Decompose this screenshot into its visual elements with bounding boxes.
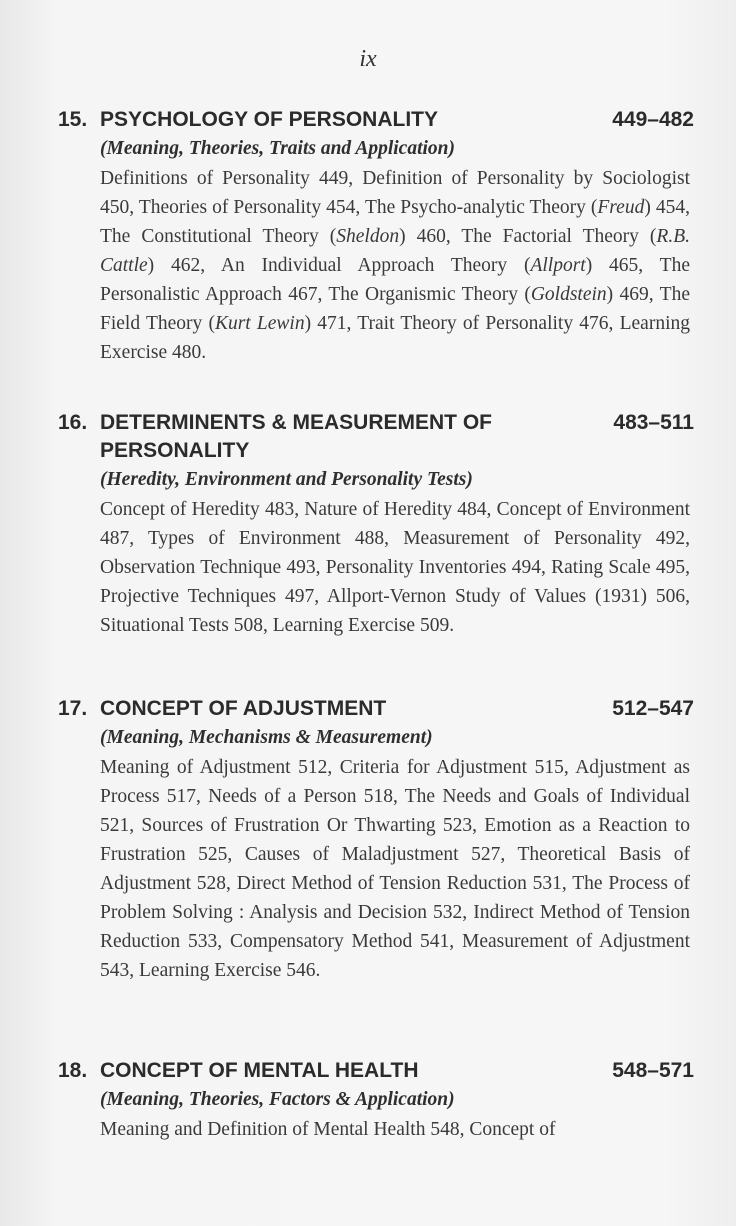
chapter-contents: Concept of Heredity 483, Nature of Heredity 484, Concept of Environment 487, Types of Environment 488, Measurement of Personality 492, Observation Technique 493, Personality Inventories 494, Rating Scale 495, Projective Techniques 497, Allport-Vernon Study of Values (1931) 506, Situational Tests 508, Learning Exercise 509.	[100, 499, 690, 636]
chapter-number: 16.	[58, 411, 88, 434]
chapter-entry	[58, 695, 694, 985]
chapter-page-range: 483–511	[613, 411, 694, 434]
chapter-page-range: 449–482	[612, 108, 694, 131]
chapter-subtitle: (Meaning, Theories, Factors & Application)	[100, 1089, 455, 1110]
chapter-heading	[58, 409, 694, 465]
chapter-subtitle: (Meaning, Mechanisms & Measurement)	[100, 727, 433, 748]
chapter-entry	[58, 106, 694, 367]
chapter-contents: Definitions of Personality 449, Definition of Personality by Sociologist 450, Theories of Personality 454, The Psycho-analytic Theory (Freud) 454, The Constitutional Theory (Sheldon) 460, The Factorial Theory (R.B. Cattle) 462, An Individual Approach Theory (Allport) 465, The Personalistic Approach 467, The Organismic Theory (Goldstein) 469, The Field Theory (Kurt Lewin) 471, Trait Theory of Personality 476, Learning Exercise 480.	[100, 168, 690, 363]
chapter-heading	[58, 106, 694, 134]
chapter-title: DETERMINENTS & MEASUREMENT OF PERSONALITY	[100, 411, 493, 462]
chapter-entry	[58, 409, 694, 640]
chapter-subtitle: (Meaning, Theories, Traits and Application)	[100, 138, 455, 159]
chapter-number: 17.	[58, 697, 88, 720]
chapter-page-range: 548–571	[612, 1059, 694, 1082]
chapter-title: CONCEPT OF MENTAL HEALTH	[100, 1059, 419, 1082]
chapter-title: CONCEPT OF ADJUSTMENT	[100, 697, 387, 720]
chapter-number: 15.	[58, 108, 88, 131]
chapter-subtitle: (Heredity, Environment and Personality Tests)	[100, 469, 473, 490]
chapter-number: 18.	[58, 1059, 88, 1082]
chapter-heading	[58, 1057, 694, 1085]
chapter-entry	[58, 1057, 694, 1144]
chapter-contents: Meaning and Definition of Mental Health 548, Concept of	[100, 1119, 556, 1140]
chapter-title: PSYCHOLOGY OF PERSONALITY	[100, 108, 438, 131]
chapter-heading	[58, 695, 694, 723]
page-folio: ix	[359, 46, 377, 72]
chapter-contents: Meaning of Adjustment 512, Criteria for Adjustment 515, Adjustment as Process 517, Needs of a Person 518, The Needs and Goals of Individual 521, Sources of Frustration Or Thwarting 523, Emotion as a Reaction to Frustration 525, Causes of Maladjustment 527, Theoretical Basis of Adjustment 528, Direct Method of Tension Reduction 531, The Process of Problem Solving : Analysis and Decision 532, Indirect Method of Tension Reduction 533, Compensatory Method 541, Measurement of Adjustment 543, Learning Exercise 546.	[100, 757, 690, 981]
chapter-page-range: 512–547	[612, 697, 694, 720]
